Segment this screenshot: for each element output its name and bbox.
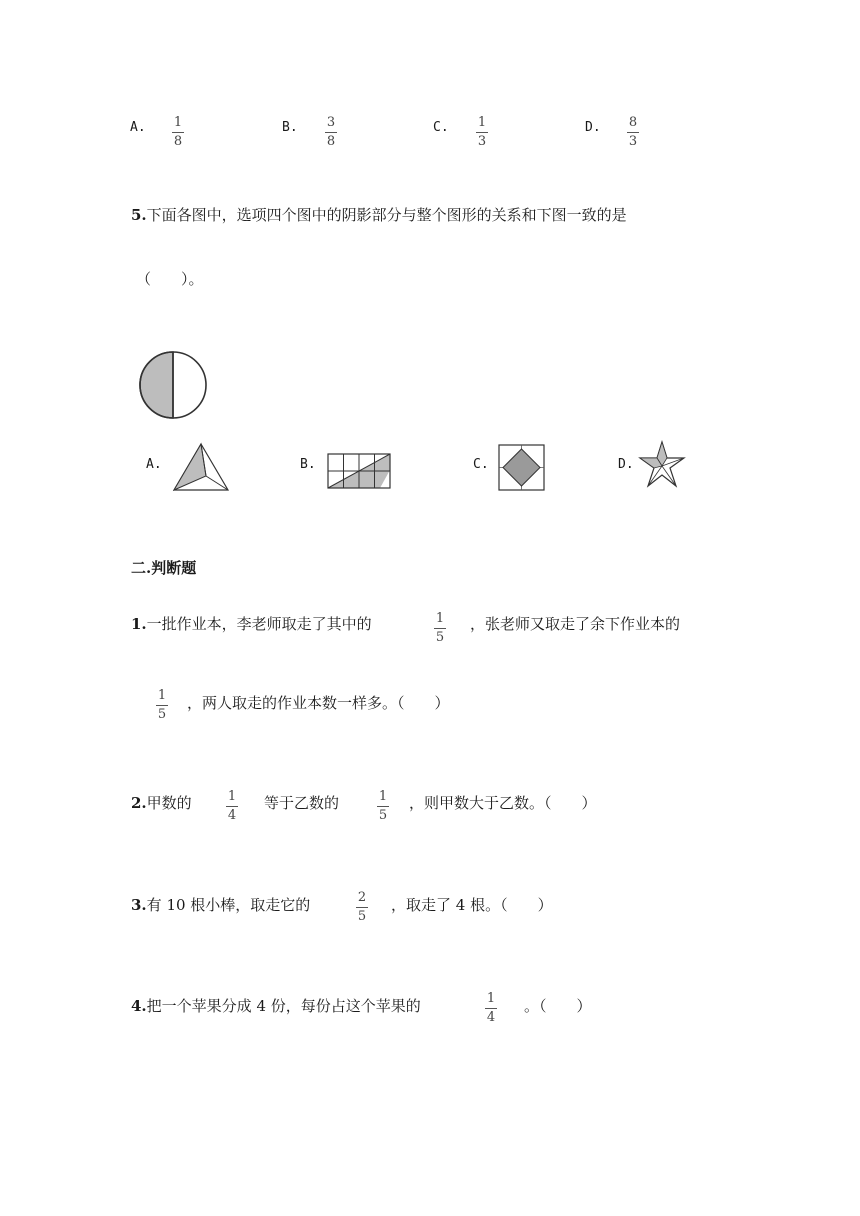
fraction: 1 8: [173, 115, 183, 149]
option-a-triangle-figure: [170, 440, 232, 494]
fraction: 1 5: [378, 789, 388, 823]
option-b-grid-figure: [326, 452, 394, 490]
fraction: 1 3: [477, 115, 487, 149]
option-d-star-figure: [636, 440, 688, 492]
option-letter: C.: [433, 120, 449, 135]
q5-text: 5.下面各图中，选项四个图中的阴影部分与整个图形的关系和下图一致的是: [131, 206, 627, 224]
q5-option-c-label: C.: [473, 457, 489, 472]
option-letter: D.: [585, 120, 601, 135]
fraction: 2 5: [357, 890, 367, 924]
option-letter: A.: [130, 120, 146, 135]
section-title: 二.判断题: [131, 559, 197, 577]
fraction: 1 4: [227, 789, 237, 823]
q5-option-a-label: A.: [146, 457, 162, 472]
fraction: 1 5: [435, 611, 445, 645]
fraction: 1 4: [486, 991, 496, 1025]
q5-option-b-label: B.: [300, 457, 316, 472]
q5-blank: （ ）。: [136, 270, 204, 288]
option-letter: B.: [282, 120, 298, 135]
fraction: 8 3: [628, 115, 638, 149]
q5-option-d-label: D.: [618, 457, 634, 472]
option-c-square-figure: [497, 443, 547, 493]
fraction: 1 5: [157, 688, 167, 722]
fraction: 3 8: [326, 115, 336, 149]
reference-circle-figure: [136, 348, 210, 422]
